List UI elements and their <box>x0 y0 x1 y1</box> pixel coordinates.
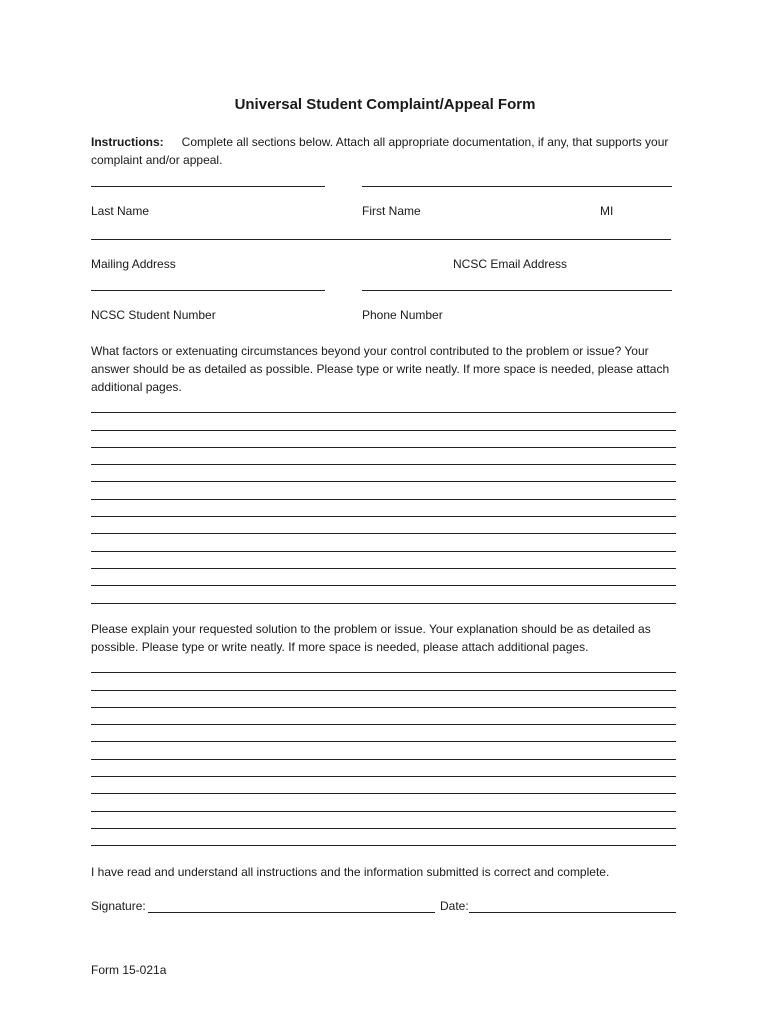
answer-line[interactable] <box>91 448 676 465</box>
answer-line[interactable] <box>91 396 676 413</box>
answer-line[interactable] <box>91 656 676 673</box>
answer-line[interactable] <box>91 725 676 742</box>
student-number-field[interactable] <box>91 290 325 291</box>
answer-line[interactable] <box>91 569 676 586</box>
answer-line[interactable] <box>91 760 676 777</box>
answer-line[interactable] <box>91 586 676 603</box>
form-title: Universal Student Complaint/Appeal Form <box>234 96 536 113</box>
date-field[interactable] <box>469 912 676 913</box>
first-name-field[interactable] <box>362 186 672 187</box>
first-name-label: First Name <box>362 204 421 218</box>
answer-line[interactable] <box>91 482 676 499</box>
answer-line[interactable] <box>91 794 676 811</box>
answer-line[interactable] <box>91 517 676 534</box>
answer-line[interactable] <box>91 552 676 569</box>
mi-label: MI <box>600 204 614 218</box>
answer-line[interactable] <box>91 413 676 430</box>
answer-line[interactable] <box>91 691 676 708</box>
email-label: NCSC Email Address <box>453 257 568 271</box>
question-1-text: What factors or extenuating circumstances beyond your control contributed to the problem or issue? Your answer should be as detailed as possible. Please type or write neatly. If more space is needed, please attach additional pages. <box>91 344 670 394</box>
answer-line[interactable] <box>91 465 676 482</box>
certification-text: I have read and understand all instructions and the information submitted is correct and complete. <box>91 865 610 879</box>
date-label: Date: <box>440 899 469 913</box>
answer-line[interactable] <box>91 812 676 829</box>
form-number: Form 15-021a <box>91 963 167 977</box>
signature-label: Signature: <box>91 899 146 913</box>
answer-line[interactable] <box>91 500 676 517</box>
answer-line[interactable] <box>91 673 676 690</box>
last-name-label: Last Name <box>91 204 150 218</box>
answer-line[interactable] <box>91 534 676 551</box>
signature-field[interactable] <box>148 912 435 913</box>
instructions-label: Instructions: <box>91 135 164 149</box>
instructions-text: Complete all sections below. Attach all appropriate documentation, if any, that supports your complaint and/or appeal. <box>91 135 669 167</box>
instructions <box>91 133 691 169</box>
student-number-label: NCSC Student Number <box>91 308 216 322</box>
question-1-answer-lines[interactable] <box>91 396 676 604</box>
question-2-answer-lines[interactable] <box>91 656 676 846</box>
question-2-text: Please explain your requested solution to the problem or issue. Your explanation should be as detailed as possible. Please type or write neatly. If more space is needed, please attach additional pages. <box>91 622 651 654</box>
answer-line[interactable] <box>91 431 676 448</box>
answer-line[interactable] <box>91 708 676 725</box>
answer-line[interactable] <box>91 829 676 846</box>
phone-label: Phone Number <box>362 308 443 322</box>
last-name-field[interactable] <box>91 186 325 187</box>
address-email-field[interactable] <box>91 239 671 240</box>
answer-line[interactable] <box>91 777 676 794</box>
phone-field[interactable] <box>362 290 672 291</box>
mailing-address-label: Mailing Address <box>91 257 176 271</box>
signature-row <box>91 898 681 916</box>
answer-line[interactable] <box>91 742 676 759</box>
